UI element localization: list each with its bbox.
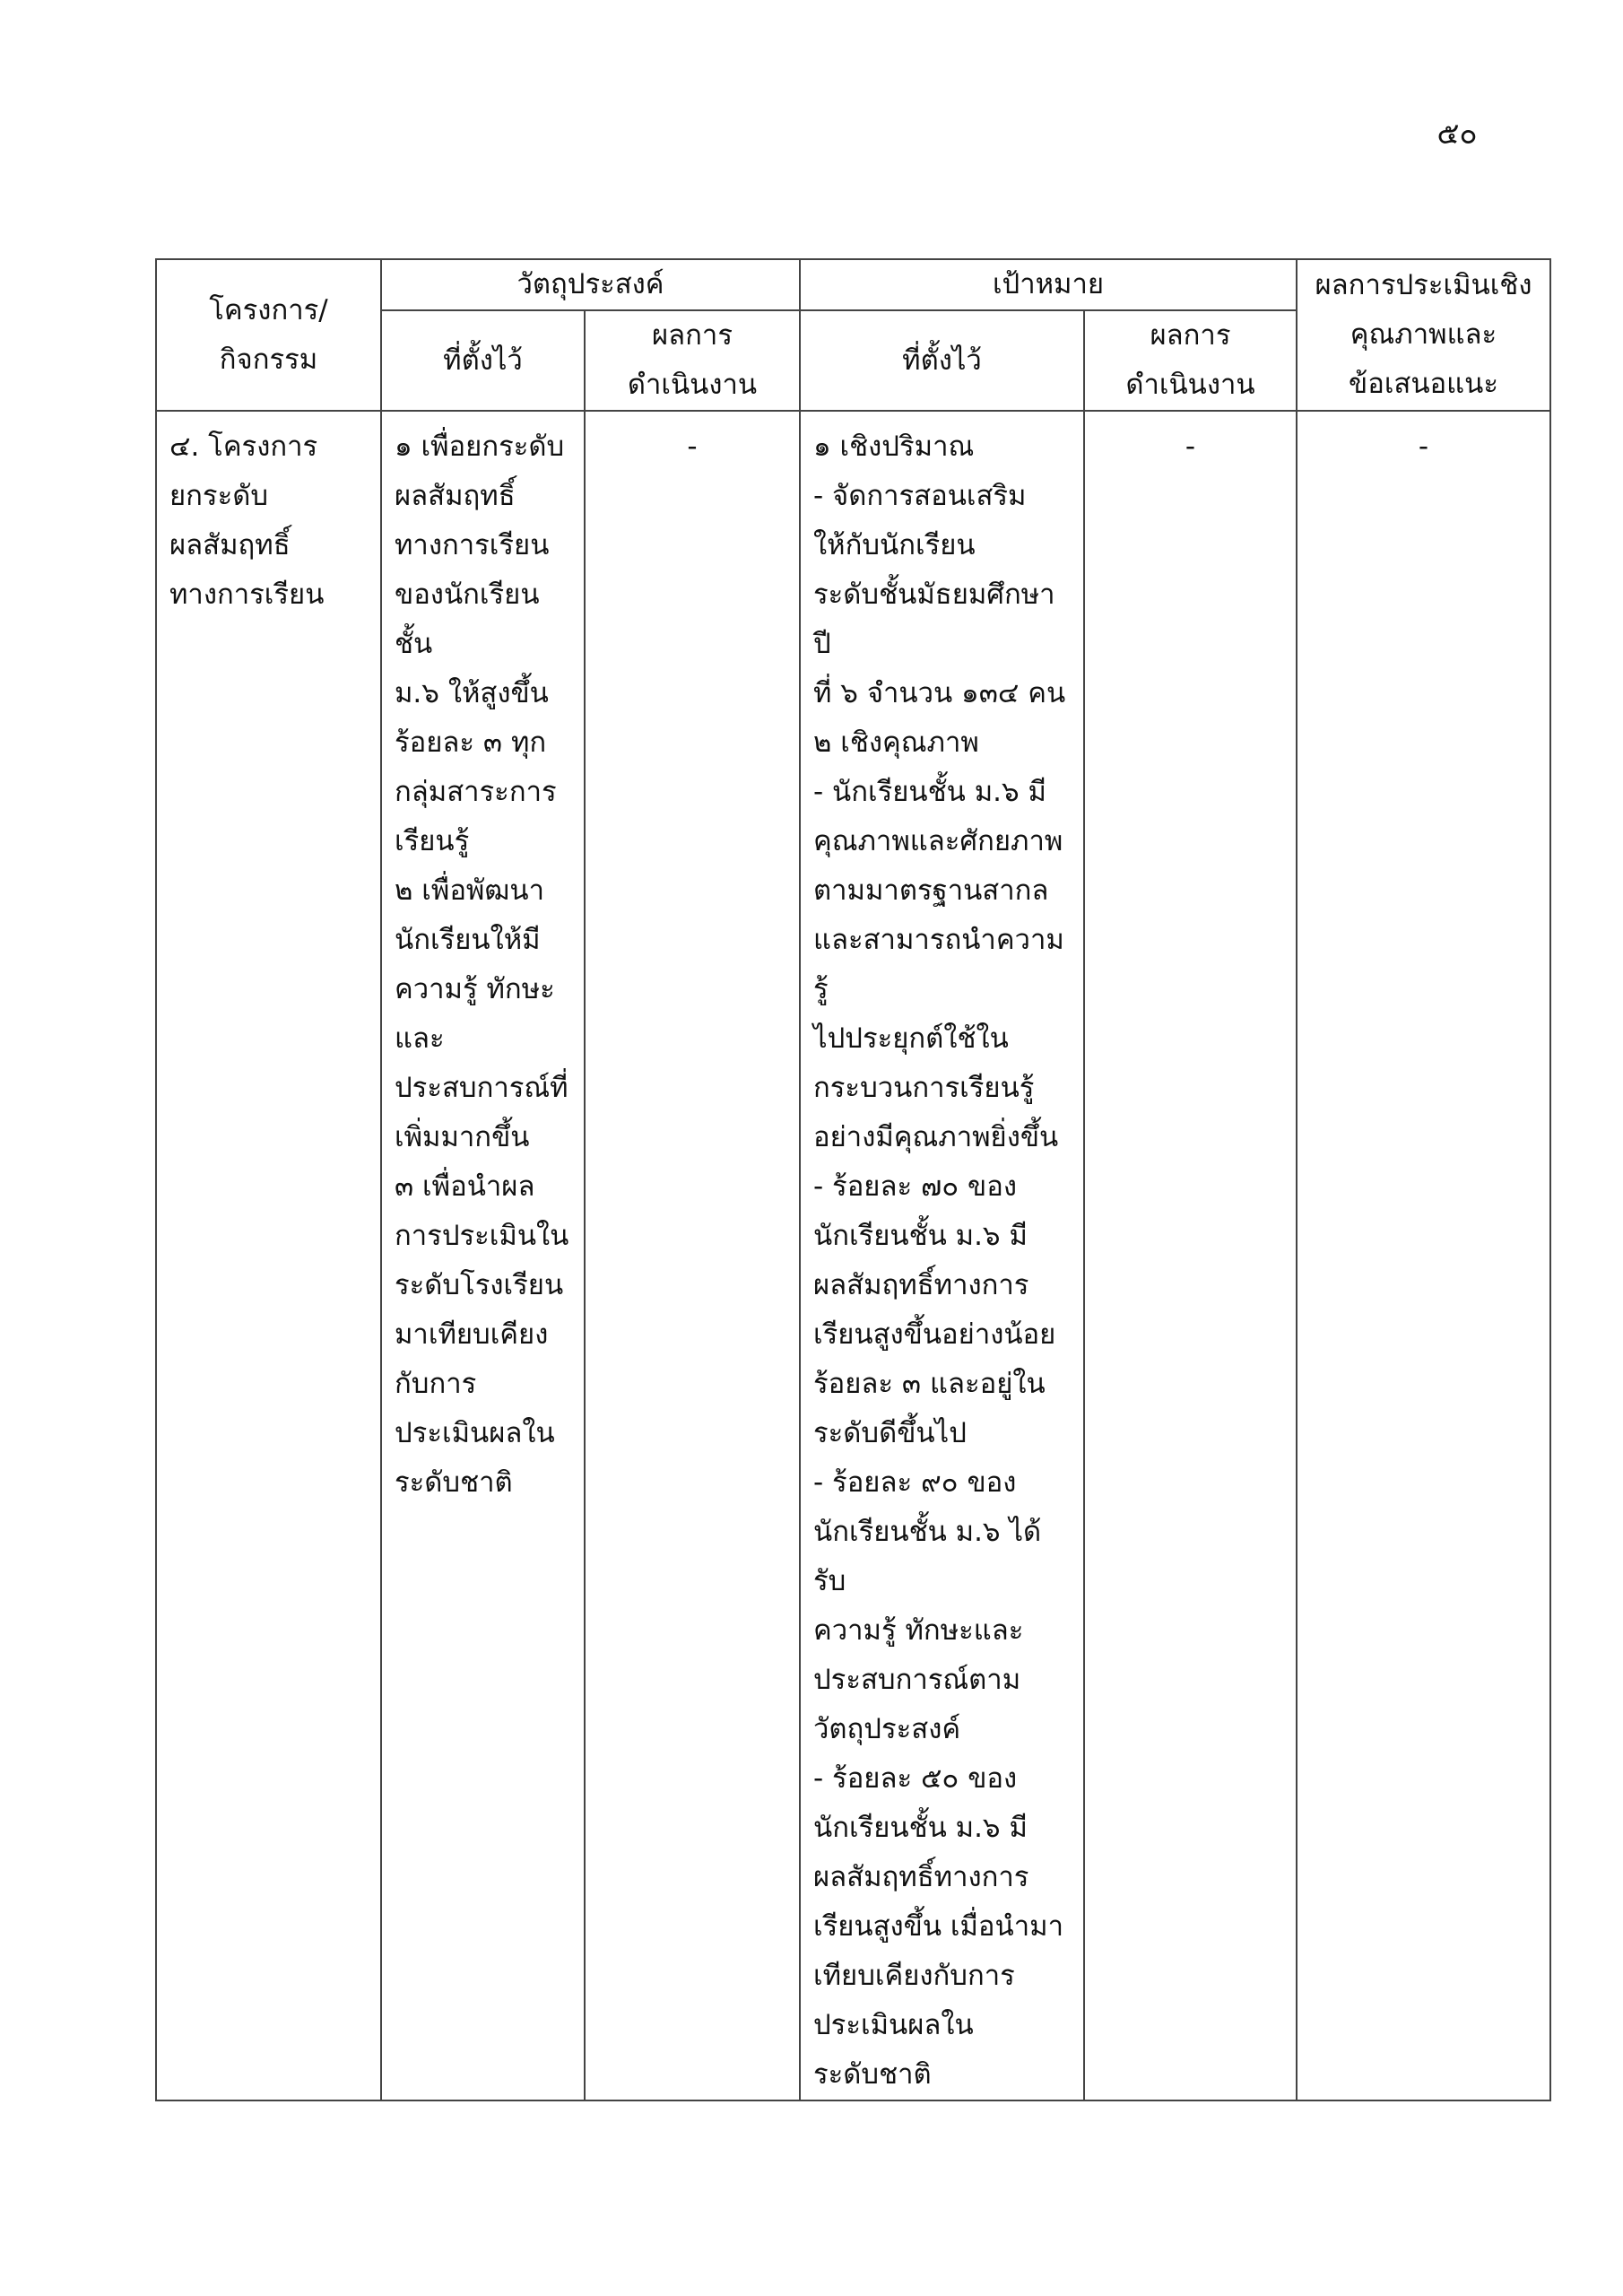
header-objectives-set: ที่ตั้งไว้ bbox=[381, 310, 585, 411]
targets-result-text: - bbox=[1185, 430, 1196, 463]
evaluation-text: - bbox=[1418, 430, 1429, 463]
page-number: ๕๐ bbox=[1436, 116, 1478, 151]
header-targets-result: ผลการ ดำเนินงาน bbox=[1084, 310, 1297, 411]
targets-set-text: ๑ เชิงปริมาณ - จัดการสอนเสริม ให้กับนักเรียน ระดับชั้นมัธยมศึกษาปี ที่ ๖ จำนวน ๑๓๔ คน ๒ เชิงคุณภาพ - นักเรียนชั้น ม.๖ มี คุณภาพและศักยภาพ ตามมาตรฐานสากล และสามารถนำความรู้ ไปประยุกต์ใช้ใน กระบวนการเรียนรู้ อย่างมีคุณภาพยิ่งขึ้น - ร้อยละ ๗๐ ของ นักเรียนชั้น ม.๖ มี ผลสัมฤทธิ์ทางการ เรียนสูงขึ้นอย่างน้อย ร้อยละ ๓ และอยู่ใน ระดับดีขึ้นไป - ร้อยละ ๙๐ ของ นักเรียนชั้น ม.๖ ได้รับ ความรู้ ทักษะและ ประสบการณ์ตาม วัตถุประสงค์ - ร้อยละ ๕๐ ของ นักเรียนชั้น ม.๖ มี ผลสัมฤทธิ์ทางการ เรียนสูงขึ้น เมื่อนำมา เทียบเคียงกับการ ประเมินผลใน ระดับชาติ bbox=[813, 430, 1066, 2091]
header-evaluation: ผลการประเมินเชิง คุณภาพและ ข้อเสนอแนะ bbox=[1297, 259, 1550, 411]
cell-targets-result bbox=[1084, 411, 1297, 2100]
table-row bbox=[156, 411, 1550, 2100]
cell-evaluation bbox=[1297, 411, 1550, 2100]
project-evaluation-table bbox=[155, 258, 1551, 2101]
cell-objectives-result bbox=[585, 411, 800, 2100]
header-row-top bbox=[156, 259, 1550, 310]
header-targets: เป้าหมาย bbox=[800, 259, 1297, 310]
project-text: ๔. โครงการ ยกระดับ ผลสัมฤทธิ์ ทางการเรียน bbox=[169, 430, 325, 611]
header-project: โครงการ/ กิจกรรม bbox=[156, 259, 381, 411]
header-objectives-result: ผลการ ดำเนินงาน bbox=[585, 310, 800, 411]
objectives-set-text: ๑ เพื่อยกระดับ ผลสัมฤทธิ์ ทางการเรียน ของนักเรียนชั้น ม.๖ ให้สูงขึ้น ร้อยละ ๓ ทุก กลุ่มสาระการ เรียนรู้ ๒ เพื่อพัฒนา นักเรียนให้มี ความรู้ ทักษะ และ ประสบการณ์ที่ เพิ่มมากขึ้น ๓ เพื่อนำผล การประเมินใน ระดับโรงเรียน มาเทียบเคียง กับการ ประเมินผลใน ระดับชาติ bbox=[395, 430, 569, 1499]
objectives-result-text: - bbox=[687, 430, 698, 463]
cell-objectives-set bbox=[381, 411, 585, 2100]
header-objectives: วัตถุประสงค์ bbox=[381, 259, 800, 310]
header-targets-set: ที่ตั้งไว้ bbox=[800, 310, 1084, 411]
cell-project bbox=[156, 411, 381, 2100]
cell-targets-set bbox=[800, 411, 1084, 2100]
